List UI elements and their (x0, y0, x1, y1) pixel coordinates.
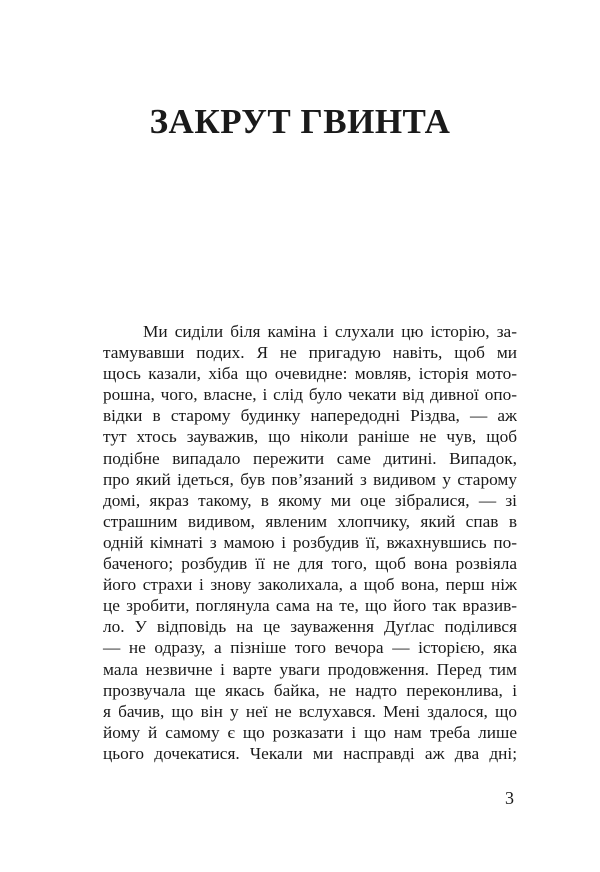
text-line: тамувавши подих. Я не пригадую навіть, щоб ми (103, 343, 517, 363)
text-line: щось казали, хіба що очевидне: мовляв, історія мото- (103, 364, 517, 384)
page-number: 3 (505, 788, 514, 808)
text-line: Ми сиділи біля каміна і слухали цю історію, за- (143, 322, 517, 341)
text-line: йому й самому є що розказати і що нам треба лише (103, 722, 517, 742)
text-line: одній кімнаті з мамою і розбудив її, вжахнувшись по- (103, 532, 517, 552)
text-line: про який ідеться, був пов’язаний з видивом у старому (103, 469, 517, 489)
text-line: рошна, чого, власне, і слід було чекати від дивної опо- (103, 385, 517, 405)
text-line: я бачив, що він у неї не вслухався. Мені здалося, що (103, 701, 517, 721)
text-line: його страхи і знову заколихала, а щоб вона, перш ніж (103, 575, 517, 595)
text-line: прозвучала ще якась байка, не надто переконлива, і (103, 680, 517, 700)
text-line: мала незвичне і варте уваги продовження. Перед тим (103, 659, 517, 679)
text-line: цього дочекатися. Чекали ми насправді аж два дні; (103, 743, 517, 763)
body-text (103, 321, 517, 764)
text-line: страшним видивом, явленим хлопчику, який спав в (103, 511, 517, 531)
text-line: відки в старому будинку напередодні Різдва, — аж (103, 406, 517, 426)
text-line: — не одразу, а пізніше того вечора — історією, яка (103, 638, 517, 658)
text-line: домі, якраз такому, в якому ми оце зібралися, — зі (103, 490, 517, 510)
text-line: ло. У відповідь на це зауваження Дуґлас поділився (103, 617, 517, 637)
text-line: це зробити, поглянула сама на те, що його так вразив- (103, 596, 517, 616)
text-line: баченого; розбудив її не для того, щоб вона розвіяла (103, 554, 517, 574)
chapter-title: ЗАКРУТ ГВИНТА (149, 102, 451, 141)
text-line: тут хтось зауважив, що ніколи раніше не чув, щоб (103, 427, 517, 447)
text-line: подібне випадало пережити саме дитині. Випадок, (103, 448, 517, 468)
